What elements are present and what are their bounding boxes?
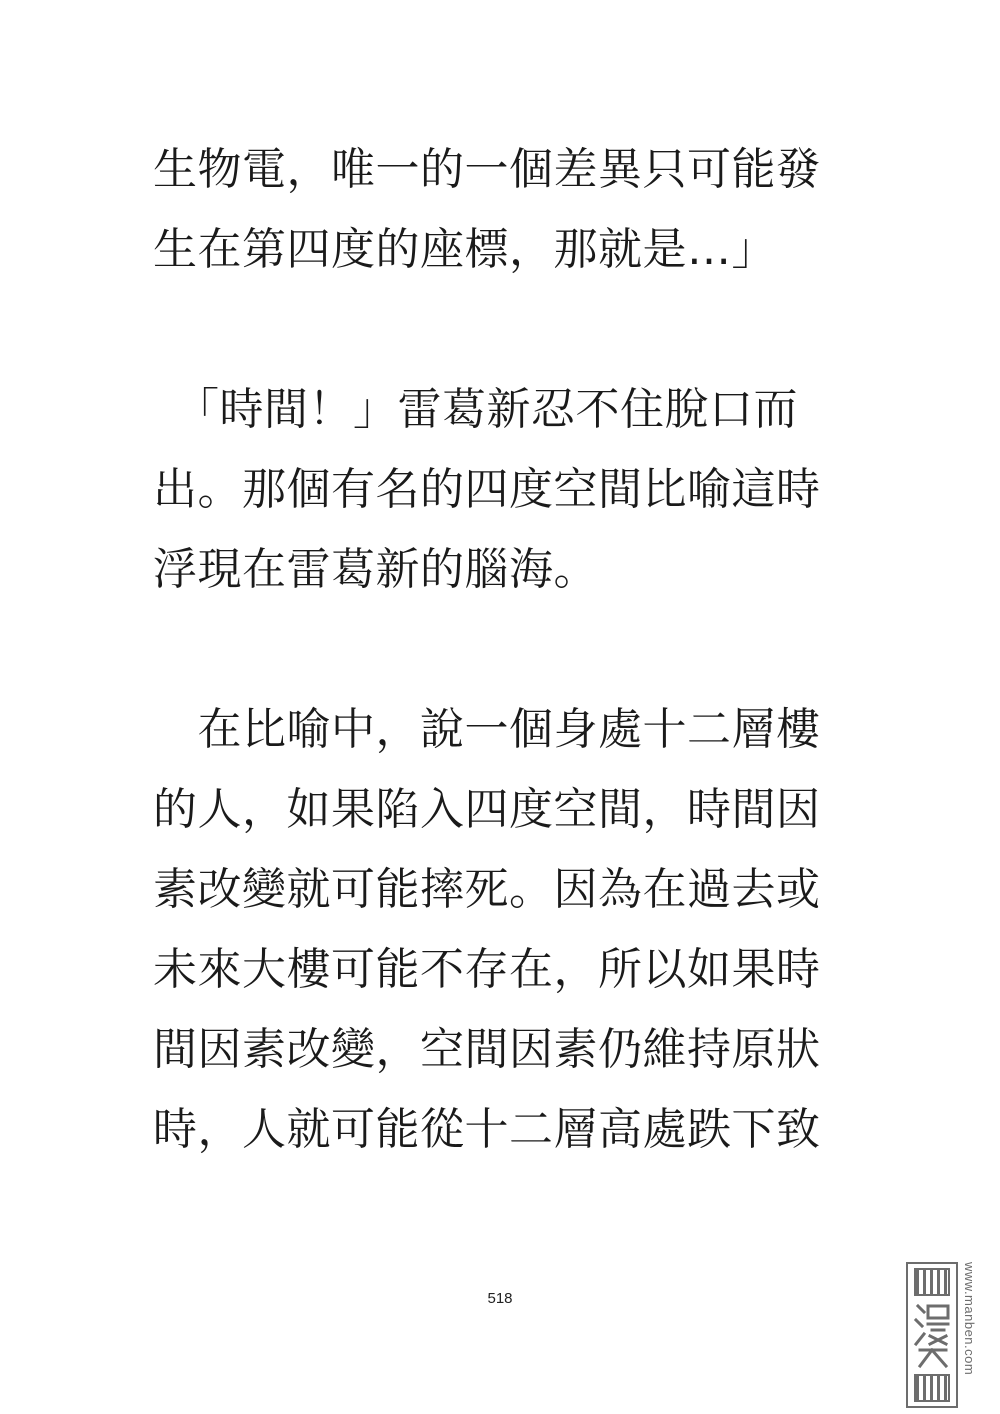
- text-line: 浮現在雷葛新的腦海。: [153, 544, 598, 595]
- text-line: 素改變就可能摔死。因為在過去或: [153, 864, 821, 915]
- watermark-block-icon: [914, 1374, 950, 1402]
- watermark-logo: [906, 1262, 990, 1408]
- watermark-badge: [906, 1262, 958, 1408]
- page-number: 518: [487, 1290, 513, 1307]
- text-line: 生物電，唯一的一個差異只可能發: [153, 144, 821, 195]
- text-line: 「時間！」雷葛新忍不住脫口而: [175, 384, 798, 435]
- text-line: 的人，如果陷入四度空間，時間因: [153, 784, 821, 835]
- paragraph-gap: [153, 610, 853, 690]
- text-line: 出。那個有名的四度空間比喻這時: [153, 464, 821, 515]
- text-line: 在比喻中，說一個身處十二層樓: [153, 704, 821, 755]
- body-text: [153, 130, 853, 1170]
- text-line: 時，人就可能從十二層高處跌下致: [153, 1104, 821, 1155]
- paragraph-gap: [153, 290, 853, 370]
- text-line: 未來大樓可能不存在，所以如果時: [153, 944, 821, 995]
- watermark-url: www.manben.com: [962, 1262, 977, 1376]
- text-line: 生在第四度的座標，那就是…」: [153, 224, 776, 275]
- watermark-glyph-icon: [912, 1300, 952, 1370]
- watermark-block-icon: [914, 1268, 950, 1296]
- text-line: 間因素改變，空間因素仍維持原狀: [153, 1024, 821, 1075]
